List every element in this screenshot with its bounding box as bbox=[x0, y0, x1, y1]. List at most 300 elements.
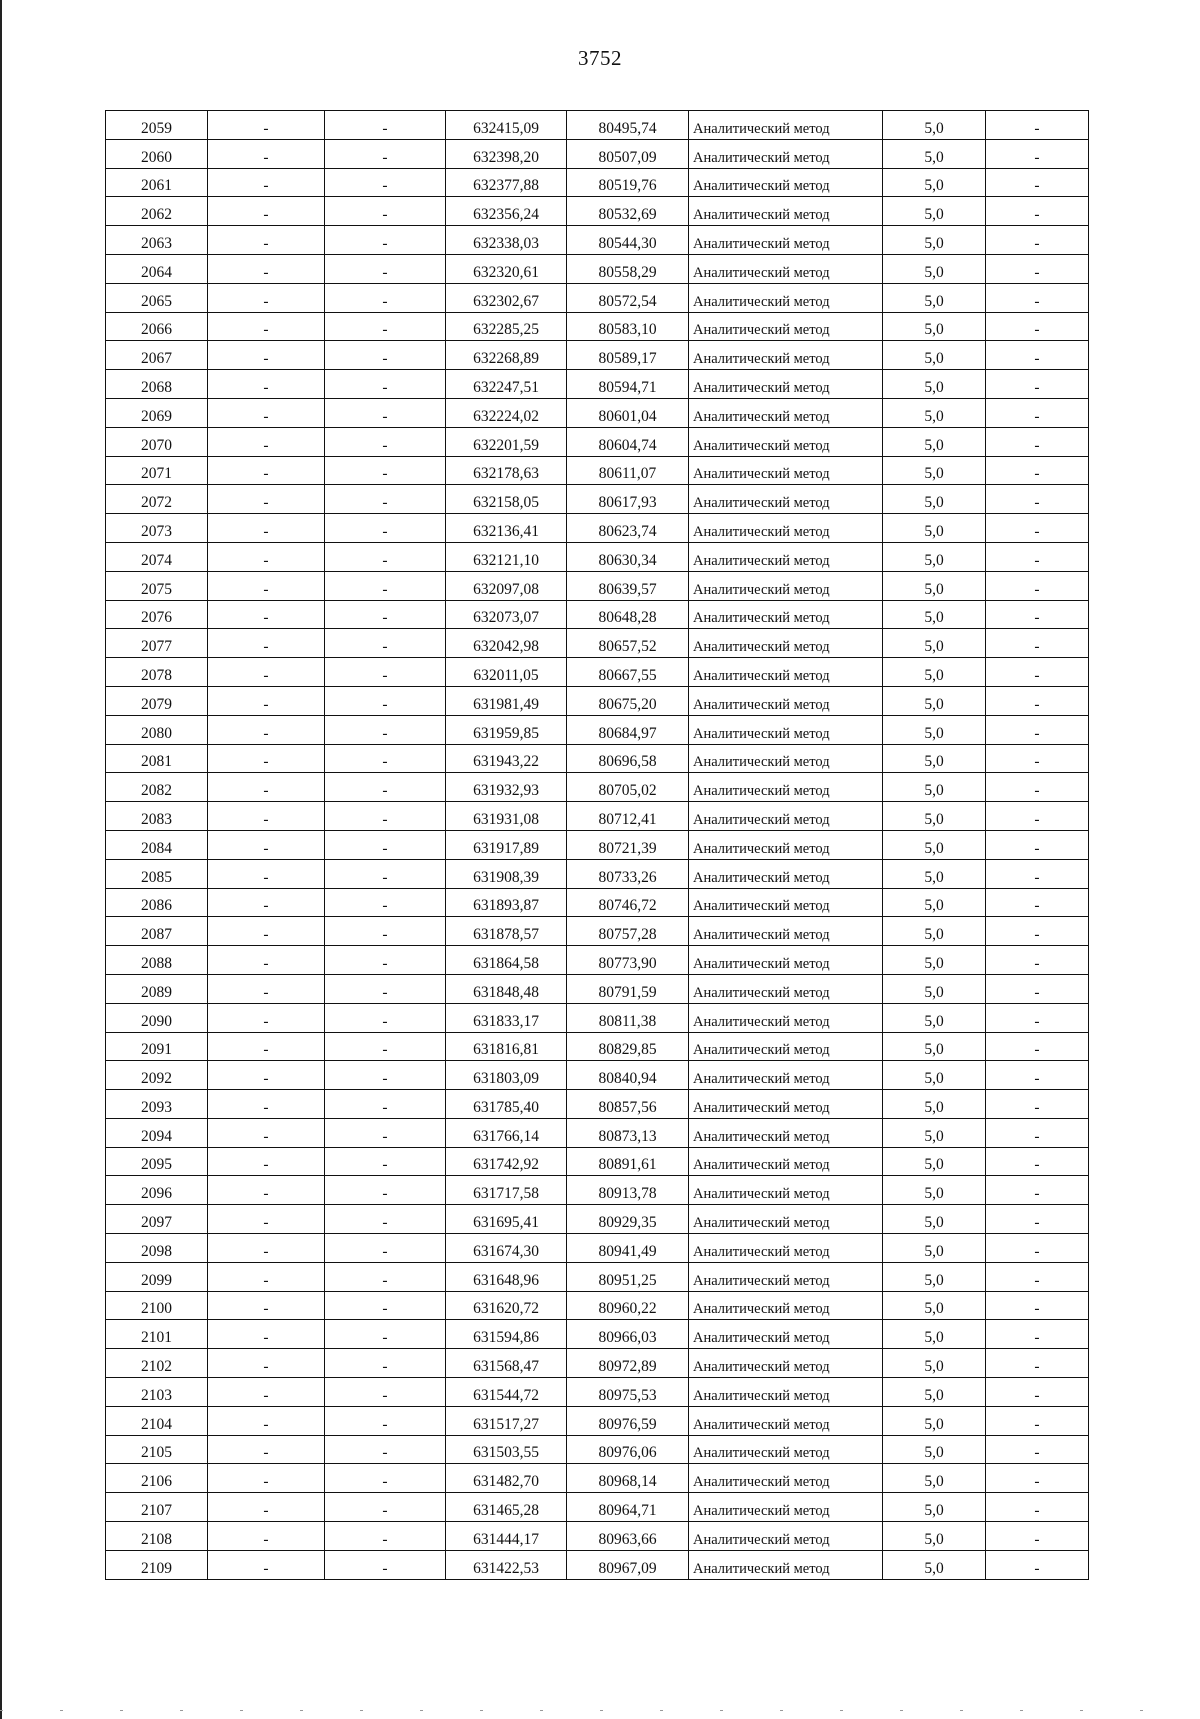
cell-method: Аналитический метод bbox=[689, 427, 883, 456]
table-row bbox=[106, 197, 1089, 226]
cell-col-3: - bbox=[325, 485, 446, 514]
cell-coord-y: 80757,28 bbox=[567, 917, 689, 946]
cell-coord-x: 631943,22 bbox=[446, 744, 567, 773]
cell-point-number: 2087 bbox=[106, 917, 208, 946]
cell-accuracy: 5,0 bbox=[883, 398, 986, 427]
cell-method: Аналитический метод bbox=[689, 1550, 883, 1579]
cell-point-number: 2074 bbox=[106, 542, 208, 571]
cell-col-8: - bbox=[986, 946, 1089, 975]
cell-coord-y: 80705,02 bbox=[567, 773, 689, 802]
cell-coord-y: 80975,53 bbox=[567, 1378, 689, 1407]
cell-coord-y: 80733,26 bbox=[567, 859, 689, 888]
table-row bbox=[106, 312, 1089, 341]
cell-coord-y: 80746,72 bbox=[567, 888, 689, 917]
cell-col-3: - bbox=[325, 1378, 446, 1407]
cell-method: Аналитический метод bbox=[689, 1147, 883, 1176]
table-row bbox=[106, 341, 1089, 370]
cell-col-2: - bbox=[208, 514, 325, 543]
cell-coord-y: 80963,66 bbox=[567, 1522, 689, 1551]
cell-col-2: - bbox=[208, 1291, 325, 1320]
cell-col-3: - bbox=[325, 1291, 446, 1320]
cell-col-2: - bbox=[208, 658, 325, 687]
cell-coord-x: 631544,72 bbox=[446, 1378, 567, 1407]
cell-method: Аналитический метод bbox=[689, 197, 883, 226]
table-row bbox=[106, 456, 1089, 485]
cell-col-2: - bbox=[208, 139, 325, 168]
cell-col-2: - bbox=[208, 1522, 325, 1551]
table-row bbox=[106, 139, 1089, 168]
cell-point-number: 2109 bbox=[106, 1550, 208, 1579]
table-row bbox=[106, 427, 1089, 456]
table-row bbox=[106, 542, 1089, 571]
cell-col-3: - bbox=[325, 1205, 446, 1234]
table-row bbox=[106, 254, 1089, 283]
table-row bbox=[106, 1406, 1089, 1435]
cell-col-8: - bbox=[986, 917, 1089, 946]
cell-point-number: 2071 bbox=[106, 456, 208, 485]
cell-method: Аналитический метод bbox=[689, 974, 883, 1003]
cell-point-number: 2092 bbox=[106, 1061, 208, 1090]
cell-accuracy: 5,0 bbox=[883, 456, 986, 485]
cell-col-3: - bbox=[325, 658, 446, 687]
cell-col-8: - bbox=[986, 1090, 1089, 1119]
table-row bbox=[106, 1262, 1089, 1291]
cell-col-3: - bbox=[325, 917, 446, 946]
cell-point-number: 2098 bbox=[106, 1234, 208, 1263]
cell-col-8: - bbox=[986, 139, 1089, 168]
cell-col-2: - bbox=[208, 1003, 325, 1032]
cell-coord-x: 631648,96 bbox=[446, 1262, 567, 1291]
cell-col-3: - bbox=[325, 542, 446, 571]
cell-col-8: - bbox=[986, 1320, 1089, 1349]
cell-point-number: 2060 bbox=[106, 139, 208, 168]
cell-method: Аналитический метод bbox=[689, 1003, 883, 1032]
cell-col-3: - bbox=[325, 600, 446, 629]
cell-coord-x: 632097,08 bbox=[446, 571, 567, 600]
cell-coord-x: 632377,88 bbox=[446, 168, 567, 197]
cell-col-8: - bbox=[986, 485, 1089, 514]
cell-col-2: - bbox=[208, 600, 325, 629]
table-row bbox=[106, 283, 1089, 312]
cell-method: Аналитический метод bbox=[689, 773, 883, 802]
cell-coord-y: 80951,25 bbox=[567, 1262, 689, 1291]
cell-accuracy: 5,0 bbox=[883, 1032, 986, 1061]
cell-col-8: - bbox=[986, 1464, 1089, 1493]
cell-coord-y: 80976,59 bbox=[567, 1406, 689, 1435]
cell-col-8: - bbox=[986, 658, 1089, 687]
cell-col-3: - bbox=[325, 1032, 446, 1061]
cell-col-2: - bbox=[208, 226, 325, 255]
cell-coord-x: 632073,07 bbox=[446, 600, 567, 629]
cell-method: Аналитический метод bbox=[689, 1032, 883, 1061]
cell-col-3: - bbox=[325, 946, 446, 975]
table-row bbox=[106, 1176, 1089, 1205]
cell-col-3: - bbox=[325, 859, 446, 888]
cell-coord-y: 80960,22 bbox=[567, 1291, 689, 1320]
cell-coord-x: 631742,92 bbox=[446, 1147, 567, 1176]
cell-point-number: 2084 bbox=[106, 830, 208, 859]
cell-accuracy: 5,0 bbox=[883, 658, 986, 687]
cell-accuracy: 5,0 bbox=[883, 1291, 986, 1320]
cell-col-8: - bbox=[986, 1147, 1089, 1176]
cell-col-3: - bbox=[325, 111, 446, 140]
cell-col-8: - bbox=[986, 197, 1089, 226]
cell-point-number: 2095 bbox=[106, 1147, 208, 1176]
cell-col-2: - bbox=[208, 341, 325, 370]
cell-accuracy: 5,0 bbox=[883, 1234, 986, 1263]
cell-col-2: - bbox=[208, 571, 325, 600]
cell-col-3: - bbox=[325, 629, 446, 658]
table-row bbox=[106, 1147, 1089, 1176]
cell-col-8: - bbox=[986, 1061, 1089, 1090]
cell-coord-x: 631444,17 bbox=[446, 1522, 567, 1551]
cell-accuracy: 5,0 bbox=[883, 744, 986, 773]
cell-accuracy: 5,0 bbox=[883, 1320, 986, 1349]
cell-point-number: 2106 bbox=[106, 1464, 208, 1493]
cell-col-2: - bbox=[208, 744, 325, 773]
table-row bbox=[106, 686, 1089, 715]
cell-accuracy: 5,0 bbox=[883, 1349, 986, 1378]
cell-point-number: 2065 bbox=[106, 283, 208, 312]
cell-point-number: 2099 bbox=[106, 1262, 208, 1291]
cell-col-3: - bbox=[325, 802, 446, 831]
table-row bbox=[106, 1320, 1089, 1349]
cell-coord-y: 80829,85 bbox=[567, 1032, 689, 1061]
cell-accuracy: 5,0 bbox=[883, 830, 986, 859]
cell-point-number: 2082 bbox=[106, 773, 208, 802]
cell-coord-x: 631917,89 bbox=[446, 830, 567, 859]
cell-method: Аналитический метод bbox=[689, 1234, 883, 1263]
cell-method: Аналитический метод bbox=[689, 859, 883, 888]
cell-point-number: 2080 bbox=[106, 715, 208, 744]
cell-col-3: - bbox=[325, 1147, 446, 1176]
table-row bbox=[106, 1378, 1089, 1407]
cell-col-8: - bbox=[986, 1493, 1089, 1522]
cell-method: Аналитический метод bbox=[689, 658, 883, 687]
cell-col-3: - bbox=[325, 1349, 446, 1378]
cell-col-8: - bbox=[986, 1003, 1089, 1032]
cell-coord-x: 631864,58 bbox=[446, 946, 567, 975]
cell-coord-x: 631465,28 bbox=[446, 1493, 567, 1522]
cell-coord-y: 80519,76 bbox=[567, 168, 689, 197]
cell-coord-y: 80648,28 bbox=[567, 600, 689, 629]
cell-coord-y: 80791,59 bbox=[567, 974, 689, 1003]
cell-coord-y: 80972,89 bbox=[567, 1349, 689, 1378]
cell-method: Аналитический метод bbox=[689, 1118, 883, 1147]
cell-method: Аналитический метод bbox=[689, 226, 883, 255]
cell-col-3: - bbox=[325, 427, 446, 456]
cell-coord-x: 632338,03 bbox=[446, 226, 567, 255]
cell-col-2: - bbox=[208, 1090, 325, 1119]
cell-point-number: 2103 bbox=[106, 1378, 208, 1407]
cell-col-8: - bbox=[986, 226, 1089, 255]
table-row bbox=[106, 1090, 1089, 1119]
table-row bbox=[106, 1550, 1089, 1579]
cell-col-8: - bbox=[986, 1291, 1089, 1320]
cell-accuracy: 5,0 bbox=[883, 571, 986, 600]
cell-col-8: - bbox=[986, 111, 1089, 140]
cell-coord-x: 632320,61 bbox=[446, 254, 567, 283]
cell-coord-y: 80657,52 bbox=[567, 629, 689, 658]
table-row bbox=[106, 859, 1089, 888]
cell-method: Аналитический метод bbox=[689, 456, 883, 485]
cell-method: Аналитический метод bbox=[689, 686, 883, 715]
cell-method: Аналитический метод bbox=[689, 139, 883, 168]
cell-point-number: 2091 bbox=[106, 1032, 208, 1061]
cell-coord-x: 631803,09 bbox=[446, 1061, 567, 1090]
cell-coord-x: 632042,98 bbox=[446, 629, 567, 658]
cell-point-number: 2066 bbox=[106, 312, 208, 341]
cell-method: Аналитический метод bbox=[689, 830, 883, 859]
cell-accuracy: 5,0 bbox=[883, 427, 986, 456]
cell-method: Аналитический метод bbox=[689, 341, 883, 370]
cell-col-2: - bbox=[208, 1234, 325, 1263]
cell-col-3: - bbox=[325, 1320, 446, 1349]
cell-point-number: 2062 bbox=[106, 197, 208, 226]
cell-col-8: - bbox=[986, 398, 1089, 427]
table-row bbox=[106, 1493, 1089, 1522]
cell-col-2: - bbox=[208, 1262, 325, 1291]
cell-col-3: - bbox=[325, 744, 446, 773]
table-row bbox=[106, 830, 1089, 859]
cell-method: Аналитический метод bbox=[689, 485, 883, 514]
cell-method: Аналитический метод bbox=[689, 571, 883, 600]
cell-coord-x: 631833,17 bbox=[446, 1003, 567, 1032]
cell-coord-x: 632415,09 bbox=[446, 111, 567, 140]
cell-coord-x: 632356,24 bbox=[446, 197, 567, 226]
cell-coord-y: 80623,74 bbox=[567, 514, 689, 543]
cell-accuracy: 5,0 bbox=[883, 1435, 986, 1464]
cell-coord-y: 80639,57 bbox=[567, 571, 689, 600]
cell-accuracy: 5,0 bbox=[883, 629, 986, 658]
cell-col-8: - bbox=[986, 600, 1089, 629]
table-row bbox=[106, 600, 1089, 629]
cell-col-2: - bbox=[208, 1320, 325, 1349]
cell-accuracy: 5,0 bbox=[883, 715, 986, 744]
table-row bbox=[106, 1061, 1089, 1090]
cell-point-number: 2093 bbox=[106, 1090, 208, 1119]
cell-coord-y: 80811,38 bbox=[567, 1003, 689, 1032]
cell-col-8: - bbox=[986, 1205, 1089, 1234]
cell-coord-y: 80583,10 bbox=[567, 312, 689, 341]
table-row bbox=[106, 946, 1089, 975]
cell-col-3: - bbox=[325, 1118, 446, 1147]
cell-col-2: - bbox=[208, 398, 325, 427]
cell-col-3: - bbox=[325, 139, 446, 168]
cell-coord-x: 632201,59 bbox=[446, 427, 567, 456]
table-row bbox=[106, 111, 1089, 140]
cell-accuracy: 5,0 bbox=[883, 111, 986, 140]
cell-point-number: 2069 bbox=[106, 398, 208, 427]
cell-col-2: - bbox=[208, 917, 325, 946]
cell-col-2: - bbox=[208, 485, 325, 514]
table-row bbox=[106, 917, 1089, 946]
cell-method: Аналитический метод bbox=[689, 1262, 883, 1291]
cell-coord-x: 631482,70 bbox=[446, 1464, 567, 1493]
cell-point-number: 2108 bbox=[106, 1522, 208, 1551]
cell-col-8: - bbox=[986, 456, 1089, 485]
cell-point-number: 2088 bbox=[106, 946, 208, 975]
cell-coord-x: 631816,81 bbox=[446, 1032, 567, 1061]
cell-coord-x: 632285,25 bbox=[446, 312, 567, 341]
table-row bbox=[106, 1118, 1089, 1147]
cell-col-2: - bbox=[208, 1464, 325, 1493]
cell-coord-y: 80857,56 bbox=[567, 1090, 689, 1119]
cell-coord-y: 80558,29 bbox=[567, 254, 689, 283]
scan-edge bbox=[0, 0, 2, 1719]
cell-accuracy: 5,0 bbox=[883, 888, 986, 917]
cell-accuracy: 5,0 bbox=[883, 283, 986, 312]
table-row bbox=[106, 1205, 1089, 1234]
cell-coord-x: 632224,02 bbox=[446, 398, 567, 427]
cell-col-8: - bbox=[986, 1349, 1089, 1378]
table-row bbox=[106, 514, 1089, 543]
scan-noise bbox=[0, 1710, 1200, 1711]
table-row bbox=[106, 571, 1089, 600]
cell-col-8: - bbox=[986, 1032, 1089, 1061]
cell-coord-y: 80773,90 bbox=[567, 946, 689, 975]
cell-col-8: - bbox=[986, 542, 1089, 571]
cell-coord-y: 80929,35 bbox=[567, 1205, 689, 1234]
cell-coord-x: 631932,93 bbox=[446, 773, 567, 802]
cell-col-8: - bbox=[986, 1262, 1089, 1291]
cell-accuracy: 5,0 bbox=[883, 1406, 986, 1435]
cell-point-number: 2073 bbox=[106, 514, 208, 543]
cell-accuracy: 5,0 bbox=[883, 197, 986, 226]
cell-method: Аналитический метод bbox=[689, 254, 883, 283]
cell-coord-y: 80976,06 bbox=[567, 1435, 689, 1464]
cell-coord-y: 80611,07 bbox=[567, 456, 689, 485]
cell-col-3: - bbox=[325, 974, 446, 1003]
cell-accuracy: 5,0 bbox=[883, 1550, 986, 1579]
cell-col-2: - bbox=[208, 254, 325, 283]
cell-col-3: - bbox=[325, 830, 446, 859]
cell-accuracy: 5,0 bbox=[883, 802, 986, 831]
cell-col-2: - bbox=[208, 197, 325, 226]
cell-method: Аналитический метод bbox=[689, 514, 883, 543]
cell-method: Аналитический метод bbox=[689, 888, 883, 917]
cell-method: Аналитический метод bbox=[689, 111, 883, 140]
cell-point-number: 2083 bbox=[106, 802, 208, 831]
cell-accuracy: 5,0 bbox=[883, 773, 986, 802]
table-row bbox=[106, 715, 1089, 744]
cell-point-number: 2064 bbox=[106, 254, 208, 283]
table-row bbox=[106, 1291, 1089, 1320]
cell-accuracy: 5,0 bbox=[883, 168, 986, 197]
cell-point-number: 2078 bbox=[106, 658, 208, 687]
cell-point-number: 2072 bbox=[106, 485, 208, 514]
cell-col-3: - bbox=[325, 1406, 446, 1435]
cell-col-2: - bbox=[208, 1493, 325, 1522]
cell-method: Аналитический метод bbox=[689, 946, 883, 975]
cell-col-3: - bbox=[325, 1061, 446, 1090]
cell-coord-x: 631674,30 bbox=[446, 1234, 567, 1263]
cell-coord-y: 80594,71 bbox=[567, 370, 689, 399]
cell-coord-x: 631568,47 bbox=[446, 1349, 567, 1378]
cell-point-number: 2061 bbox=[106, 168, 208, 197]
cell-coord-y: 80544,30 bbox=[567, 226, 689, 255]
cell-point-number: 2077 bbox=[106, 629, 208, 658]
cell-accuracy: 5,0 bbox=[883, 1090, 986, 1119]
cell-point-number: 2059 bbox=[106, 111, 208, 140]
cell-col-3: - bbox=[325, 1003, 446, 1032]
cell-col-3: - bbox=[325, 197, 446, 226]
cell-col-3: - bbox=[325, 398, 446, 427]
cell-col-2: - bbox=[208, 111, 325, 140]
cell-col-2: - bbox=[208, 1378, 325, 1407]
cell-accuracy: 5,0 bbox=[883, 226, 986, 255]
coordinates-table bbox=[105, 110, 1089, 1580]
cell-method: Аналитический метод bbox=[689, 715, 883, 744]
cell-col-8: - bbox=[986, 773, 1089, 802]
cell-method: Аналитический метод bbox=[689, 283, 883, 312]
cell-coord-x: 631422,53 bbox=[446, 1550, 567, 1579]
table-row bbox=[106, 485, 1089, 514]
cell-coord-x: 631766,14 bbox=[446, 1118, 567, 1147]
cell-col-3: - bbox=[325, 1493, 446, 1522]
cell-col-2: - bbox=[208, 629, 325, 658]
cell-col-3: - bbox=[325, 312, 446, 341]
cell-point-number: 2086 bbox=[106, 888, 208, 917]
cell-coord-x: 631503,55 bbox=[446, 1435, 567, 1464]
cell-method: Аналитический метод bbox=[689, 370, 883, 399]
cell-point-number: 2076 bbox=[106, 600, 208, 629]
cell-coord-y: 80601,04 bbox=[567, 398, 689, 427]
cell-method: Аналитический метод bbox=[689, 168, 883, 197]
cell-coord-x: 632011,05 bbox=[446, 658, 567, 687]
cell-method: Аналитический метод bbox=[689, 744, 883, 773]
cell-col-2: - bbox=[208, 974, 325, 1003]
cell-coord-x: 631878,57 bbox=[446, 917, 567, 946]
cell-coord-x: 631620,72 bbox=[446, 1291, 567, 1320]
cell-method: Аналитический метод bbox=[689, 1349, 883, 1378]
cell-col-3: - bbox=[325, 1090, 446, 1119]
cell-col-2: - bbox=[208, 1550, 325, 1579]
cell-col-8: - bbox=[986, 1550, 1089, 1579]
cell-col-8: - bbox=[986, 629, 1089, 658]
cell-col-3: - bbox=[325, 370, 446, 399]
cell-col-8: - bbox=[986, 715, 1089, 744]
cell-col-8: - bbox=[986, 283, 1089, 312]
cell-col-2: - bbox=[208, 1061, 325, 1090]
cell-col-2: - bbox=[208, 1147, 325, 1176]
table-row bbox=[106, 1522, 1089, 1551]
cell-accuracy: 5,0 bbox=[883, 254, 986, 283]
cell-coord-x: 631785,40 bbox=[446, 1090, 567, 1119]
cell-method: Аналитический метод bbox=[689, 1464, 883, 1493]
cell-coord-x: 631848,48 bbox=[446, 974, 567, 1003]
cell-col-2: - bbox=[208, 283, 325, 312]
cell-col-8: - bbox=[986, 1435, 1089, 1464]
cell-method: Аналитический метод bbox=[689, 398, 883, 427]
cell-coord-y: 80873,13 bbox=[567, 1118, 689, 1147]
cell-point-number: 2075 bbox=[106, 571, 208, 600]
table-row bbox=[106, 658, 1089, 687]
cell-accuracy: 5,0 bbox=[883, 917, 986, 946]
cell-coord-x: 632178,63 bbox=[446, 456, 567, 485]
cell-point-number: 2085 bbox=[106, 859, 208, 888]
cell-method: Аналитический метод bbox=[689, 1378, 883, 1407]
cell-col-3: - bbox=[325, 254, 446, 283]
table-row bbox=[106, 1003, 1089, 1032]
cell-coord-x: 631717,58 bbox=[446, 1176, 567, 1205]
cell-col-3: - bbox=[325, 1262, 446, 1291]
cell-col-2: - bbox=[208, 1205, 325, 1234]
cell-accuracy: 5,0 bbox=[883, 974, 986, 1003]
cell-coord-x: 632136,41 bbox=[446, 514, 567, 543]
cell-point-number: 2063 bbox=[106, 226, 208, 255]
cell-col-2: - bbox=[208, 456, 325, 485]
